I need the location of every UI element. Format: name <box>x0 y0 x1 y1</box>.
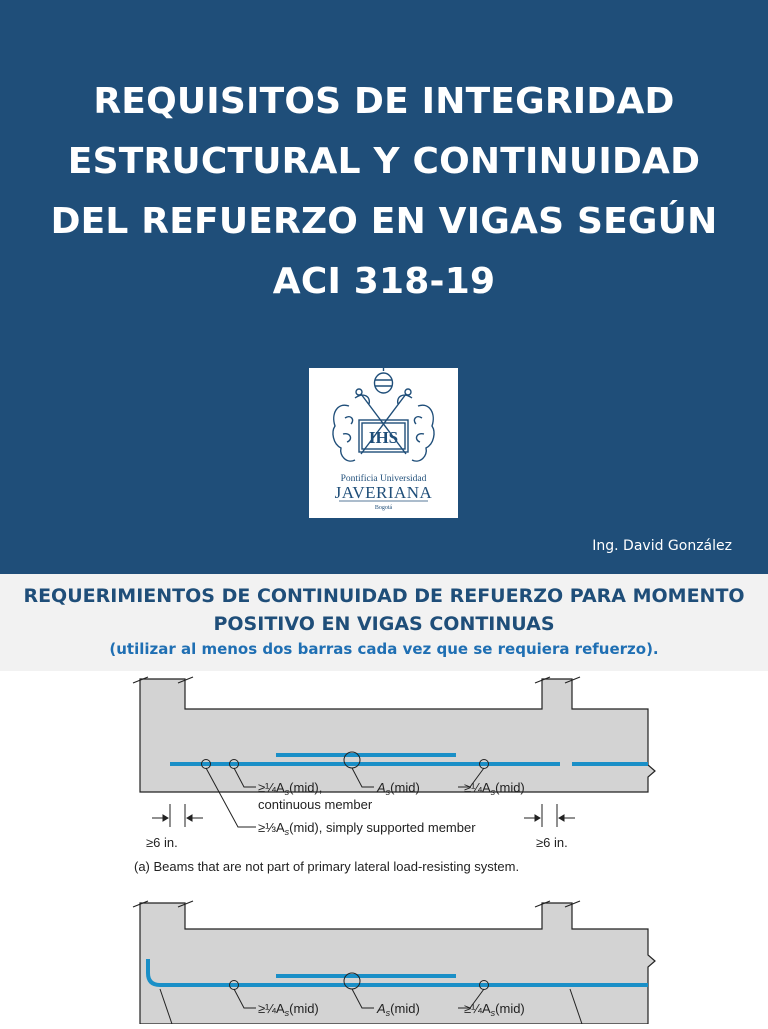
logo-line-1: Pontificia Universidad <box>340 474 427 484</box>
section-header <box>0 574 768 671</box>
label-b-quarter-right: $\ge\frac{1}{4}A_s(mid)$ <box>464 1001 525 1018</box>
university-logo <box>309 368 458 518</box>
label-a-quarter-right: $\ge\frac{1}{4}A_s(mid)$ <box>464 780 525 797</box>
section-subtitle: (utilizar al menos dos barras cada vez que se requiera refuerzo). <box>109 640 659 658</box>
logo-line-2: JAVERIANA <box>334 483 433 502</box>
main-title <box>30 72 738 312</box>
label-a-third: $\ge\frac{1}{3}A_s(mid)$, simply supported member <box>258 820 476 837</box>
logo-monogram: IHS <box>368 428 399 447</box>
label-a-continuous: continuous member <box>258 797 373 812</box>
logo-line-3: Bogotá <box>374 505 393 511</box>
main-title-line-1: REQUISITOS DE INTEGRIDAD <box>93 81 675 122</box>
label-b-mid: $A_s(mid)$ <box>377 1001 420 1018</box>
label-b-quarter-left: $\ge\frac{1}{4}A_s(mid)$ <box>258 1001 319 1018</box>
label-a-6in-right: ≥6 in. <box>536 835 568 850</box>
beam-a-concrete <box>133 677 655 792</box>
label-a-mid: $A_s(mid)$ <box>377 780 420 797</box>
caption-a: (a) Beams that are not part of primary lateral load-resisting system. <box>134 859 520 874</box>
main-title-line-2: ESTRUCTURAL Y CONTINUIDAD <box>67 141 701 182</box>
main-title-line-4: ACI 318-19 <box>272 261 496 302</box>
author-name: Ing. David González <box>592 538 732 554</box>
label-a-quarter-left: $\ge\frac{1}{4}A_s(mid)$, <box>258 780 323 797</box>
main-title-line-3: DEL REFUERZO EN VIGAS SEGÚN <box>50 201 718 242</box>
label-a-6in-left: ≥6 in. <box>146 835 178 850</box>
section-title: REQUERIMIENTOS DE CONTINUIDAD DE REFUERZO PARA MOMENTO POSITIVO EN VIGAS CONTINUAS <box>23 585 745 635</box>
rebar-diagram <box>0 671 768 1024</box>
javeriana-seal-icon <box>309 368 458 518</box>
